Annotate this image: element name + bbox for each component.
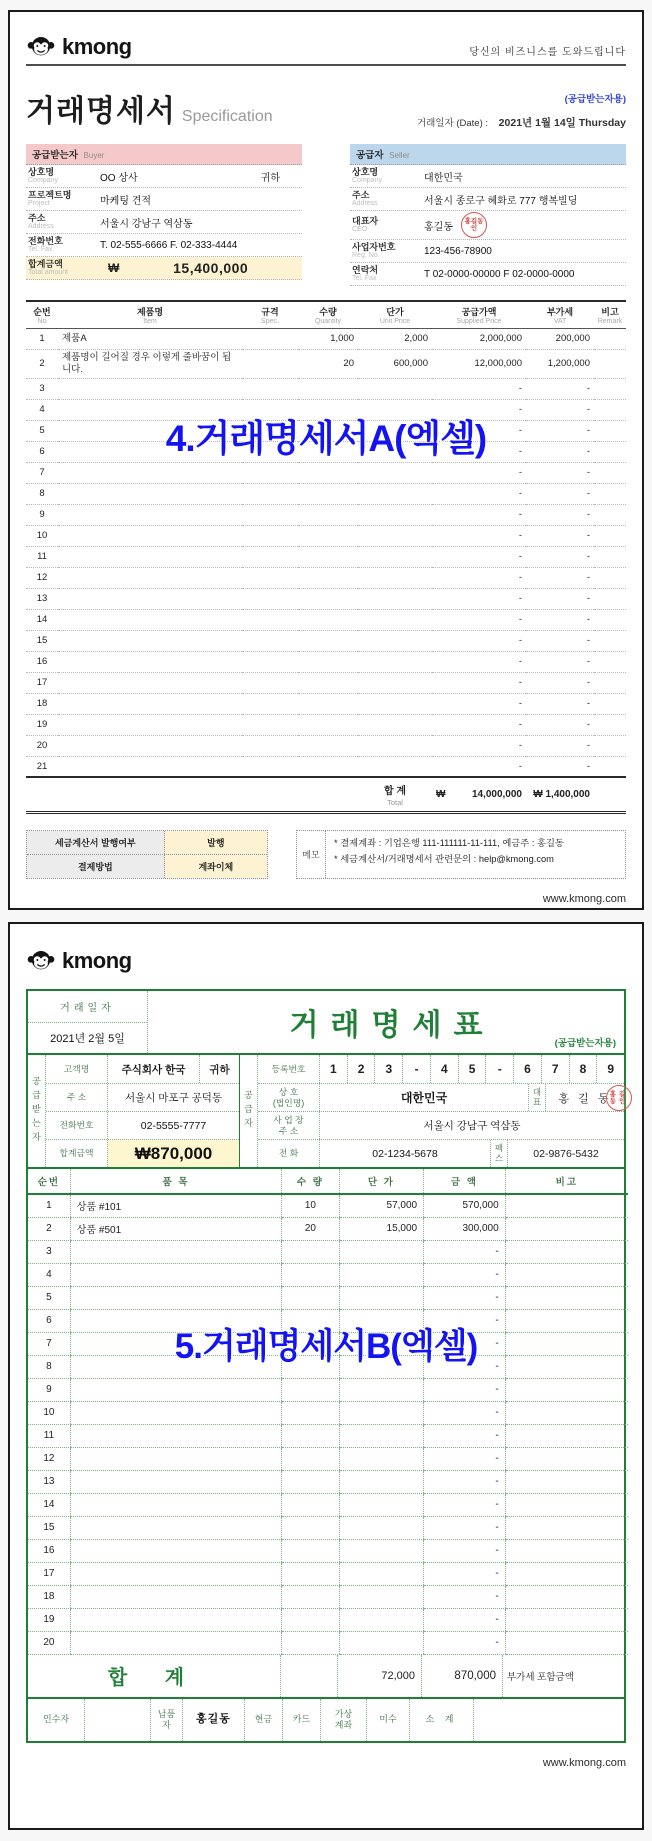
items-a-header-row [26,301,626,329]
buyer-vertical-label: 공급받는자 [31,1076,41,1146]
registration-number-digits [320,1055,624,1083]
header-divider [26,64,626,66]
doc-title-b: 거래명세표 [289,1009,495,1042]
table-row: 21 - - [26,756,626,777]
tax-invoice-label: 세금계산서 발행여부 [27,831,164,854]
memo-line-2: * 세금계산서/거래명세서 관련문의 : help@kmong.com [334,854,554,865]
buyer-address-row [26,211,302,234]
col-vat: 부가세 [546,307,574,317]
col-supplied-price: 공급가액 [461,307,497,317]
seller-address-row-b [258,1111,624,1139]
brand-name-b: kmong [62,948,132,973]
payment-method-label: 결제방법 [27,855,164,878]
table-row: 9 - - [26,504,626,525]
buyer-address-label: 주소 [28,212,46,223]
kmong-logo-b [26,948,132,974]
card-label: 카드 [282,1699,320,1741]
seller-regno-row [350,240,626,263]
watermark-title-a: 4.거래명세서A(엑셀) [165,418,487,459]
tax-invoice-row [27,831,267,854]
table-row: 12 - - [26,567,626,588]
unpaid-label: 미수 [366,1699,409,1741]
seller-address-value-b: 서울시 강남구 역삼동 [423,1120,521,1132]
total-supplied-value: 14,000,000 [471,789,522,801]
table-row: 5 - [28,1286,628,1309]
seller-section-b [240,1055,629,1167]
deliverer-name: 홍길동 [182,1699,244,1741]
panel-specification-a [8,10,644,910]
table-row: 8 - - [26,483,626,504]
buyer-box [26,144,302,286]
table-row: 17 - - [26,672,626,693]
col-spec-en: Spec. [261,318,279,325]
doc-title [26,86,273,130]
seller-regno-label-en: Reg. No. [352,252,380,260]
memo-box [296,830,626,879]
reg-digit-cell: 4 [430,1055,458,1083]
table-row: 14 - - [26,609,626,630]
table-row: 2 상품 #501 20 15,000 300,000 [28,1217,628,1240]
ceo-value-b: 홍 길 동 [558,1092,612,1105]
watermark-title-b: 5.거래명세서B(엑셀) [174,1327,478,1366]
items-table-b [28,1169,628,1655]
buyer-box-header [26,144,302,165]
virtual-label-l2: 계좌 [334,1719,353,1730]
payment-method-row [27,854,267,878]
table-row: 11 - - [26,546,626,567]
table-row: 7 - [28,1332,628,1355]
items-table-a-wrap [26,300,626,814]
col-unit-price-en: Unit Price [379,318,411,325]
currency-symbol: ₩ [108,261,120,275]
table-row: 13 - [28,1470,628,1493]
table-row: 16 - [28,1539,628,1562]
kmong-logo [26,34,132,60]
seller-ceo-value: 홍길동 [424,221,453,233]
reg-digit-cell: 3 [374,1055,402,1083]
table-row: 14 - [28,1493,628,1516]
seller-regno-row-b [258,1055,624,1083]
seller-vertical-label: 공급자 [243,1090,253,1132]
reg-digit-cell: 8 [569,1055,597,1083]
buyer-project-label: 프로젝트명 [28,189,72,200]
website-url-a: www.kmong.com [542,892,626,905]
ceo-label-b: 대표 [528,1084,546,1111]
buyer-address-label-en: Address [28,223,54,231]
buyer-total-value-b: ₩870,000 [108,1140,239,1167]
col-supplied-price-en: Supplied Price [456,318,502,325]
buyer-header-en: Buyer [83,151,105,160]
transaction-date-cell [28,991,148,1053]
reg-digit-cell: 1 [330,1062,337,1076]
signature-strip [28,1699,624,1741]
buyer-total-row [26,257,302,280]
reg-digit-cell: - [402,1055,430,1083]
seller-box-header [350,144,626,165]
statement-b-header [28,991,624,1055]
seller-contact-label-en: Tel. Fax [352,275,377,283]
memo-label: 메모 [302,849,320,860]
col-unit-price: 단가 [386,307,404,317]
table-row: 20 - - [26,735,626,756]
buyer-honorific: 귀하 [260,172,280,184]
recipient-copy-label: (공급받는자용) [564,94,626,105]
ceo-name-b [546,1084,629,1111]
deliverer-label [150,1699,182,1741]
items-a-body [26,329,626,778]
kmong-monkey-icon [26,34,56,60]
buyer-tel-row [26,234,302,257]
deliverer-label-l1: 납품 [157,1708,176,1719]
subtotal-label: 소 계 [409,1699,473,1741]
seller-address-value: 서울시 종로구 혜화로 777 행복빌딩 [424,195,578,207]
seller-company-row [350,165,626,188]
table-row: 3 - [28,1240,628,1263]
buyer-company-label-en: Company [28,177,58,185]
table-row: 13 - - [26,588,626,609]
table-row: 19 - - [26,714,626,735]
table-row: 6 - - [26,441,626,462]
fax-value-b: 02-9876-5432 [533,1147,599,1160]
table-row: 3 - - [26,378,626,399]
items-a-total-row [26,777,626,812]
buyer-address-value: 서울시 강남구 역삼동 [100,218,193,230]
buyer-tel-row-b [46,1111,239,1139]
table-row: 10 - - [26,525,626,546]
reg-digit-cell: - [485,1055,513,1083]
customer-value: 주식회사 한국 [121,1063,186,1076]
buyer-project-value: 마케팅 견적 [100,195,152,207]
total-vat-value: ₩ 1,400,000 [526,777,594,812]
virtual-account-label [320,1699,366,1741]
table-row: 10 - [28,1401,628,1424]
buyer-header-ko: 공급받는자 [32,150,78,161]
seller-address-label-en: Address [352,200,378,208]
workplace-label-l1: 사 업 장 [273,1114,304,1125]
buyer-section-b [28,1055,240,1167]
table-row: 1 제품A 1,000 2,000 2,000,000 200,000 [26,329,626,350]
col-spec: 규격 [261,307,279,317]
buyer-total-label-en: Total amount [28,269,69,277]
total-unit-b: 72,000 [337,1655,421,1697]
table-row: 6 - [28,1309,628,1332]
buyer-project-label-en: Project [28,200,50,208]
vat-included-note: 부가세 포함금액 [502,1655,624,1697]
doc-title-ko: 거래명세서 [26,95,176,128]
col-qty-en: Quantity [314,318,342,325]
reg-digit-cell: 6 [513,1055,541,1083]
memo-line-1: * 결제계좌 : 기업은행 111-111111-11-111, 예금주 : 홍길동 [334,837,564,848]
seller-regno-value: 123-456-78900 [424,245,492,257]
table-row: 15 - [28,1516,628,1539]
total-label-ko: 합 계 [383,786,407,798]
date-label-b: 거래일자 [28,991,147,1023]
reg-digit-cell: 9 [596,1055,624,1083]
seller-stamp: 홍길동인 [461,212,487,238]
website-url-b: www.kmong.com [542,1756,626,1769]
customer-label: 고객명 [46,1055,108,1083]
buyer-customer-row [46,1055,239,1083]
col-remark: 비고 [601,307,619,317]
seller-stamp-b: 홍길동인 [606,1085,632,1111]
seller-tel-row-b [258,1139,624,1167]
buyer-project-row [26,188,302,211]
panel-a-header [26,26,626,60]
regno-label-b: 등록번호 [258,1055,320,1083]
table-row: 5 - - [26,420,626,441]
table-row: 8 - [28,1355,628,1378]
table-row: 18 - [28,1585,628,1608]
date-value-b: 2021년 2월 5일 [50,1032,125,1045]
items-b-total-row [28,1655,624,1699]
items-b-header-row [28,1169,628,1194]
buyer-tel-label-en: Tel. Fax [28,246,53,254]
reg-digit-cell: 2 [347,1055,375,1083]
table-row: 16 - - [26,651,626,672]
brand-name: kmong [62,34,132,59]
col-item-b: 품 목 [70,1169,281,1194]
table-row: 1 상품 #101 10 57,000 570,000 [28,1194,628,1217]
items-table-a [26,300,626,814]
seller-contact-label: 연락처 [352,264,379,275]
receiver-blank-cell [84,1699,150,1741]
company-label-l1: 상 호 [278,1086,299,1097]
company-label-l2: (법인명) [272,1097,305,1108]
col-no: 순번 [33,307,51,317]
col-qty: 수량 [319,307,337,317]
deliverer-label-l2: 자 [162,1719,171,1730]
seller-contact-row [350,263,626,286]
col-item: 제품명 [136,307,164,317]
buyer-tel-value-b: 02-5555-7777 [140,1119,207,1132]
col-no-en: No [37,318,47,325]
table-row: 17 - [28,1562,628,1585]
buyer-address-row-b [46,1083,239,1111]
virtual-label-l1: 가상 [334,1708,353,1719]
col-no-b: 순번 [28,1169,70,1194]
buyer-company-label: 상호명 [28,166,55,177]
payment-info-table [26,830,268,879]
seller-company-value: 대한민국 [424,172,463,184]
kmong-monkey-icon [26,948,56,974]
seller-company-label-en: Company [352,177,382,185]
workplace-label-l2: 주 소 [278,1125,299,1136]
receiver-label: 인수자 [42,1714,70,1725]
table-row: 9 - [28,1378,628,1401]
honorific-b: 귀하 [199,1055,239,1083]
col-qty-b: 수 량 [282,1169,339,1194]
table-row: 7 - - [26,462,626,483]
buyer-total-amount: 15,400,000 [173,260,249,276]
table-row: 15 - - [26,630,626,651]
payment-method-value: 계좌이체 [164,855,267,878]
seller-regno-label: 사업자번호 [352,241,396,252]
table-row: 12 - [28,1447,628,1470]
table-row: 19 - [28,1608,628,1631]
buyer-total-label: 합계금액 [28,258,63,269]
seller-ceo-label-en: CEO [352,226,368,234]
buyer-total-label-b: 합계금액 [46,1140,108,1167]
buyer-tel-label: 전화번호 [28,235,63,246]
items-b-body [28,1194,628,1654]
seller-contact-value: T 02-0000-00000 F 02-0000-0000 [424,268,575,280]
table-row: 11 - [28,1424,628,1447]
company-value-b: 대한민국 [400,1091,448,1105]
col-vat-en: VAT [553,318,567,325]
reg-digit-cell: 7 [541,1055,569,1083]
total-currency: ₩ [436,789,446,801]
seller-ceo-label: 대표자 [352,215,379,226]
statement-table-b [26,989,629,1743]
doc-title-en: Specification [181,108,273,125]
buyer-tel-value: T. 02-555-6666 F. 02-333-4444 [100,239,238,251]
col-remark-b: 비고 [505,1169,628,1194]
buyer-tel-label-b: 전화번호 [46,1112,108,1139]
total-amount-b: 870,000 [421,1655,502,1697]
buyer-company-value: OO 상사 [100,172,138,184]
seller-ceo-row [350,211,626,240]
table-row: 18 - - [26,693,626,714]
col-amount-b: 금 액 [424,1169,506,1194]
buyer-address-label-b: 주 소 [46,1084,108,1111]
reg-digit-cell: 5 [458,1055,486,1083]
buyer-company-row [26,165,302,188]
table-row: 2 제품명이 길어질 경우 이렇게 줄바꿈이 됩니다. 20 600,000 12,000,000 1,200,000 [26,350,626,379]
col-remark-en: Remark [597,318,623,325]
seller-company-label: 상호명 [352,166,379,177]
date-value: 2021년 1월 14일 Thursday [498,117,626,129]
seller-address-label: 주소 [352,189,370,200]
strip-blank-cell [473,1699,624,1741]
seller-tel-label-b: 전 화 [258,1140,320,1167]
table-row: 4 - [28,1263,628,1286]
total-label-en: Total [387,798,403,808]
tax-invoice-value: 발행 [164,831,267,854]
buyer-address-value-b: 서울시 마포구 공덕동 [124,1092,223,1104]
total-label-b: 합 계 [107,1667,201,1689]
cash-label: 현금 [244,1699,282,1741]
table-row: 4 - - [26,399,626,420]
col-item-en: Item [143,318,157,325]
seller-header-ko: 공급자 [356,150,384,161]
transaction-date [417,115,626,130]
seller-company-row-b [258,1083,629,1111]
seller-address-row [350,188,626,211]
date-label: 거래일자 (Date) : [417,118,489,129]
fax-label-b: 팩스 [490,1140,508,1167]
items-table-b-wrap [28,1169,624,1655]
seller-header-en: Seller [389,151,410,160]
title-bar [26,86,626,130]
recipient-copy-label-b: (공급받는자용) [554,1038,616,1049]
table-row: 20 - [28,1631,628,1654]
seller-box [350,144,626,286]
col-unit-price-b: 단 가 [339,1169,424,1194]
brand-tagline: 당신의 비즈니스를 도와드립니다 [469,47,626,58]
buyer-total-row-b [46,1139,239,1167]
seller-tel-value-b: 02-1234-5678 [372,1147,438,1160]
panel-specification-b [8,922,644,1830]
